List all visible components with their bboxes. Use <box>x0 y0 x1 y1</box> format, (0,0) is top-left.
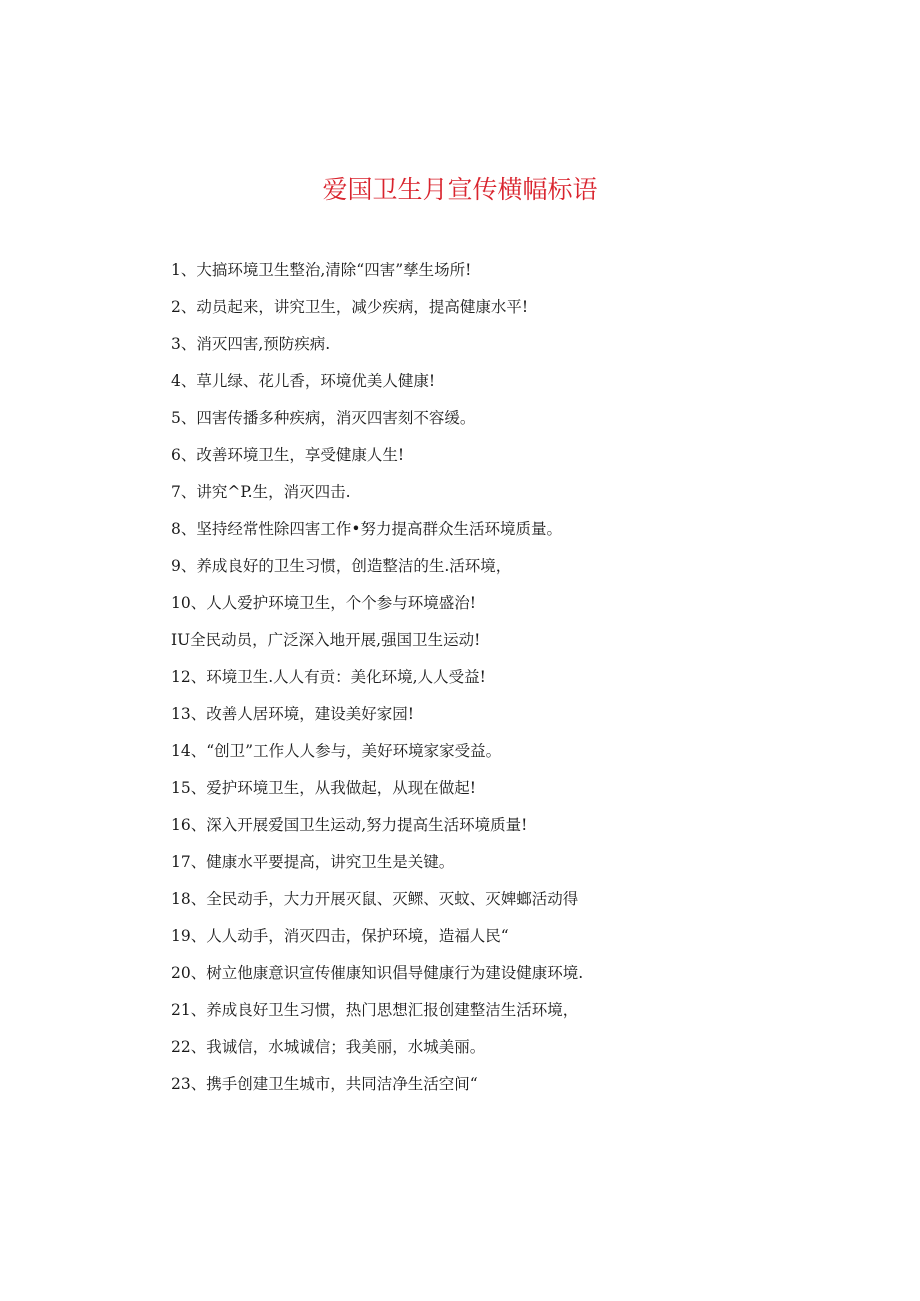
list-item: 7、讲究^P.生，消灭四击. <box>171 483 351 501</box>
list-item: 8、坚持经常性除四害工作•努力提高群众生活环境质量。 <box>171 520 563 538</box>
list-item: 17、健康水平要提高，讲究卫生是关键。 <box>171 853 455 871</box>
list-item: 20、树立他康意识宣传催康知识倡导健康行为建设健康环境. <box>171 964 584 982</box>
list-item: 10、人人爱护环境卫生，个个参与环境盛治! <box>171 594 476 612</box>
list-item: 1、大搞环境卫生整治,清除“四害”孳生场所! <box>171 261 472 279</box>
list-item: 22、我诚信，水城诚信；我美丽，水城美丽。 <box>171 1038 486 1056</box>
list-item: 3、消灭四害,预防疾病. <box>171 335 331 353</box>
list-item: 5、四害传播多种疾病，消灭四害刻不容缓。 <box>171 409 476 427</box>
list-item: 14、“创卫”工作人人参与，美好环境家家受益。 <box>171 742 502 760</box>
list-item: 23、携手创建卫生城市，共同洁净生活空间“ <box>171 1075 478 1093</box>
list-item: 21、养成良好卫生习惯，热门思想汇报创建整洁生活环境， <box>171 1001 579 1019</box>
list-item: 9、养成良好的卫生习惯，创造整洁的生.活环境， <box>171 557 512 575</box>
slogan-list <box>171 256 583 1107</box>
document-title: 爱国卫生月宣传横幅标语 <box>322 175 598 204</box>
list-item: 4、草儿绿、花儿香，环境优美人健康! <box>171 372 436 390</box>
list-item: 15、爱护环境卫生，从我做起，从现在做起! <box>171 779 476 797</box>
list-item: 19、人人动手，消灭四击，保护环境，造福人民“ <box>171 927 509 945</box>
list-item: 6、改善环境卫生，享受健康人生! <box>171 446 405 464</box>
list-item: IU全民动员，广泛深入地开展,强国卫生运动! <box>171 631 481 649</box>
list-item: 16、深入开展爱国卫生运动,努力提高生活环境质量! <box>171 816 528 834</box>
list-item: 12、环境卫生.人人有贡：美化环境,人人受益! <box>171 668 486 686</box>
list-item: 13、改善人居环境，建设美好家园! <box>171 705 414 723</box>
list-item: 2、动员起来，讲究卫生，减少疾病，提高健康水平! <box>171 298 529 316</box>
list-item: 18、全民动手，大力开展灭鼠、灭鳏、灭蚊、灭婢螂活动得 <box>171 890 579 908</box>
